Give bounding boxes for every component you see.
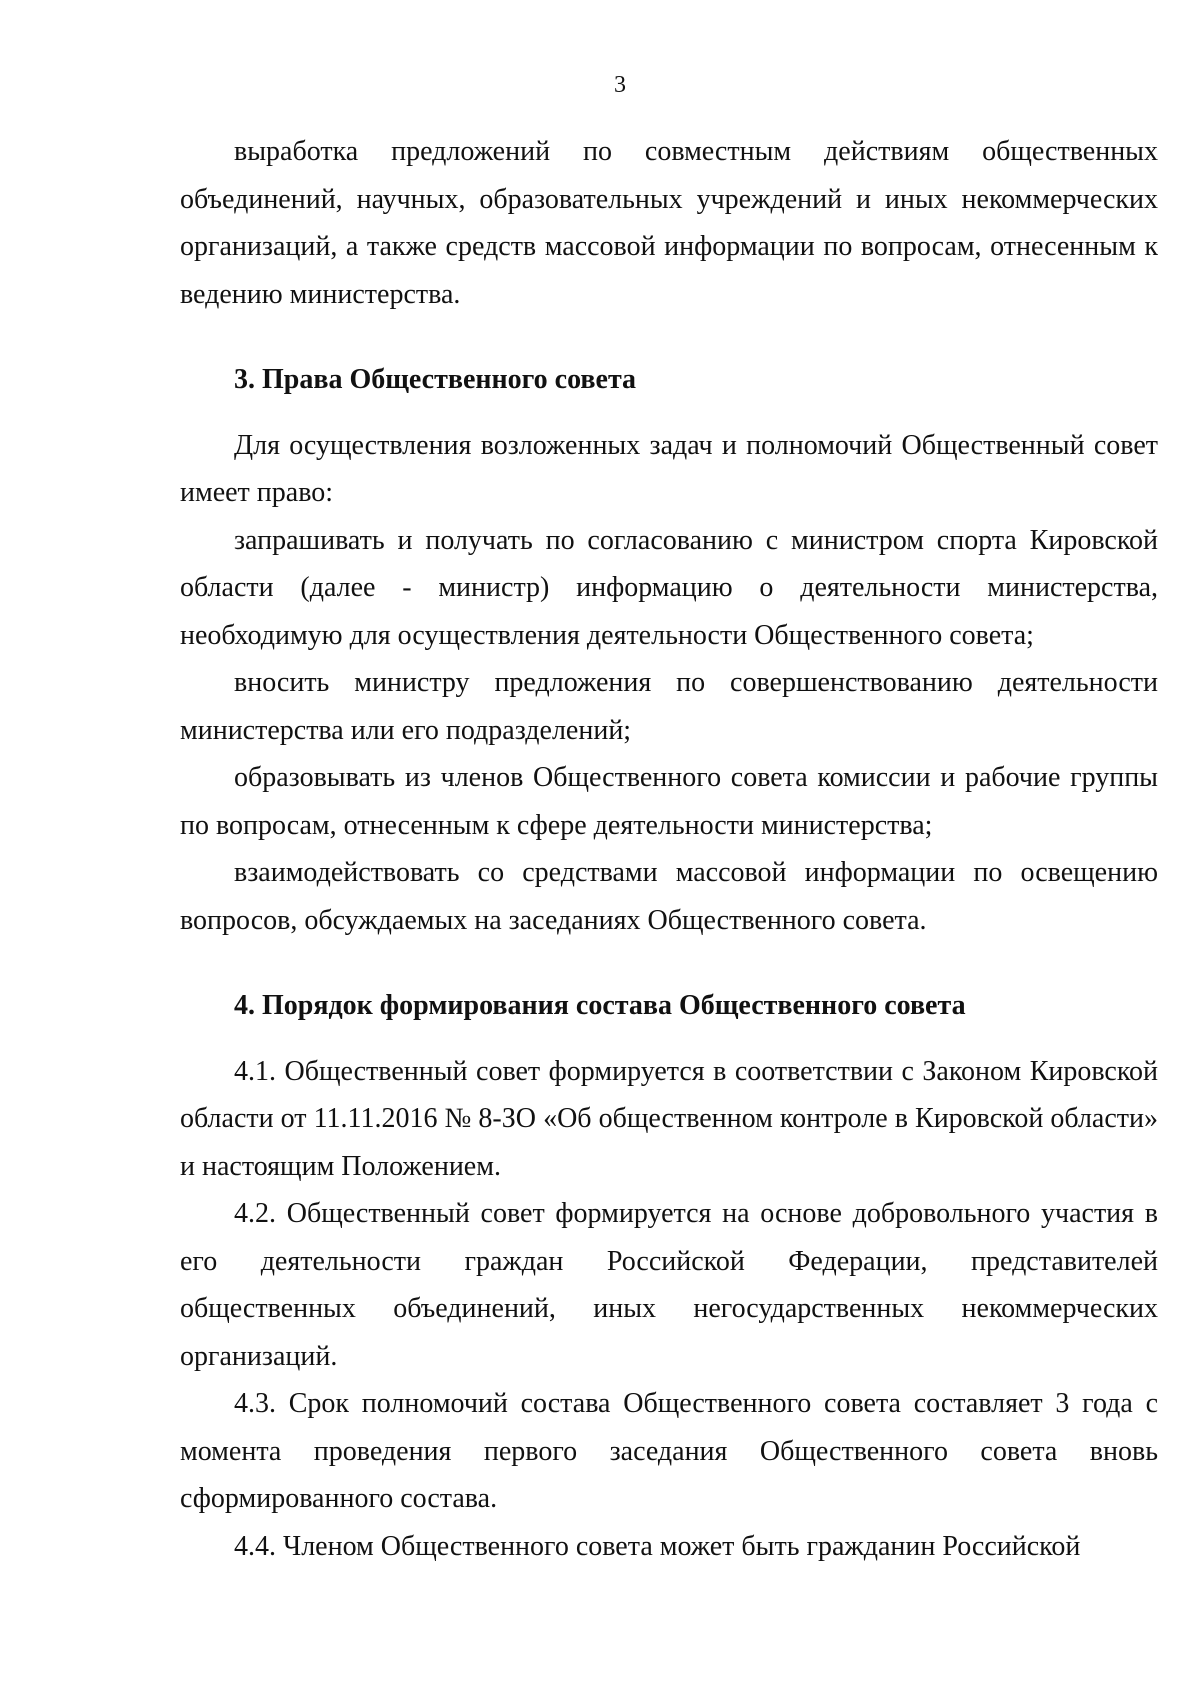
section-4-paragraph: 4.3. Срок полномочий состава Общественного совета составляет 3 года с момента проведения первого заседания Общественного совета вновь сформированного состава. <box>180 1388 1158 1514</box>
paragraph-proposals: выработка предложений по совместным действиям общественных объединений, научных, образовательных учреждений и иных некоммерческих организаций, а также средств массовой информации по вопросам, отнесенным к ведению министерства. <box>180 136 1158 310</box>
document-body <box>180 128 1158 1570</box>
section-4-paragraph: 4.1. Общественный совет формируется в соответствии с Законом Кировской области от 11.11.2016 № 8-ЗО «Об общественном контроле в Кировской области» и настоящим Положением. <box>180 1055 1158 1182</box>
page-number: 3 <box>614 72 626 98</box>
section-4-heading: 4. Порядок формирования состава Общественного совета <box>234 990 966 1021</box>
section-4-paragraph: 4.4. Членом Общественного совета может быть гражданин Российской <box>234 1530 1081 1562</box>
section-3-heading: 3. Права Общественного совета <box>234 364 637 395</box>
section-3-paragraph: взаимодействовать со средствами массовой информации по освещению вопросов, обсуждаемых на заседаниях Общественного совета. <box>180 857 1158 936</box>
section-4-paragraph: 4.2. Общественный совет формируется на основе добровольного участия в его деятельности граждан Российской Федерации, представителей общественных объединений, иных негосударственных некоммерческих организаций. <box>180 1198 1158 1372</box>
section-3-paragraph: образовывать из членов Общественного совета комиссии и рабочие группы по вопросам, отнесенным к сфере деятельности министерства; <box>180 762 1158 841</box>
section-3-paragraph: Для осуществления возложенных задач и полномочий Общественный совет имеет право: <box>180 429 1158 508</box>
section-3-paragraph: запрашивать и получать по согласованию с министром спорта Кировской области (далее - министр) информацию о деятельности министерства, необходимую для осуществления деятельности Общественного совета; <box>180 524 1158 651</box>
section-3-paragraph: вносить министру предложения по совершенствованию деятельности министерства или его подразделений; <box>180 667 1158 746</box>
